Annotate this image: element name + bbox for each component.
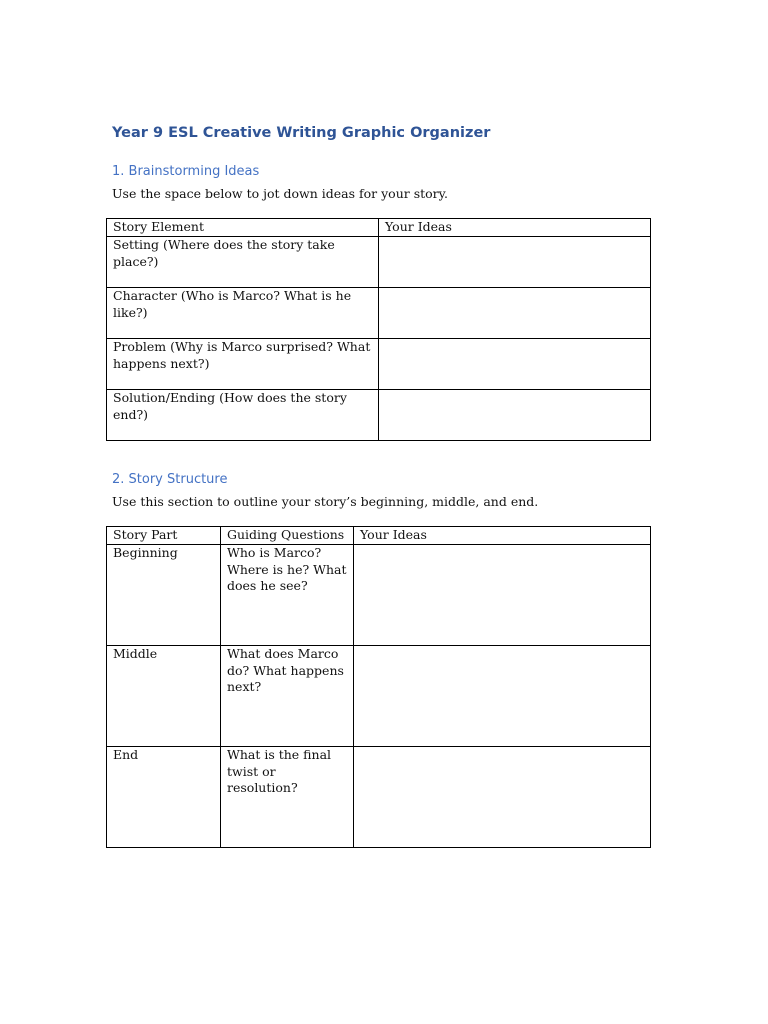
story-part-cell: End [107, 747, 221, 848]
table-row [107, 646, 651, 747]
guiding-questions-cell: What does Marco do? What happens next? [221, 646, 354, 747]
guiding-questions-cell: What is the final twist or resolution? [221, 747, 354, 848]
story-structure-table [106, 526, 651, 848]
brainstorming-table [106, 218, 651, 441]
table-header-row [107, 527, 651, 545]
section2-intro: Use this section to outline your story’s beginning, middle, and end. [112, 494, 539, 509]
column-header-guiding-questions: Guiding Questions [221, 527, 354, 545]
story-part-cell: Beginning [107, 545, 221, 646]
story-element-cell: Character (Who is Marco? What is he like?) [107, 288, 379, 339]
section1-intro: Use the space below to jot down ideas for your story. [112, 186, 449, 201]
ideas-cell[interactable] [379, 237, 651, 288]
ideas-cell[interactable] [379, 339, 651, 390]
table-row [107, 747, 651, 848]
ideas-cell[interactable] [354, 646, 651, 747]
ideas-cell[interactable] [379, 288, 651, 339]
table-row [107, 339, 651, 390]
table-row [107, 390, 651, 441]
ideas-cell[interactable] [379, 390, 651, 441]
section2-heading: 2. Story Structure [112, 472, 228, 487]
column-header-your-ideas: Your Ideas [354, 527, 651, 545]
story-element-cell: Solution/Ending (How does the story end?) [107, 390, 379, 441]
table-row [107, 237, 651, 288]
table-header-row [107, 219, 651, 237]
story-element-cell: Setting (Where does the story take place?) [107, 237, 379, 288]
section1-heading: 1. Brainstorming Ideas [112, 164, 260, 179]
ideas-cell[interactable] [354, 747, 651, 848]
column-header-your-ideas: Your Ideas [379, 219, 651, 237]
column-header-story-part: Story Part [107, 527, 221, 545]
document-title: Year 9 ESL Creative Writing Graphic Organizer [112, 125, 491, 141]
column-header-story-element: Story Element [107, 219, 379, 237]
table-row [107, 288, 651, 339]
ideas-cell[interactable] [354, 545, 651, 646]
table-row [107, 545, 651, 646]
story-part-cell: Middle [107, 646, 221, 747]
story-element-cell: Problem (Why is Marco surprised? What happens next?) [107, 339, 379, 390]
guiding-questions-cell: Who is Marco? Where is he? What does he see? [221, 545, 354, 646]
